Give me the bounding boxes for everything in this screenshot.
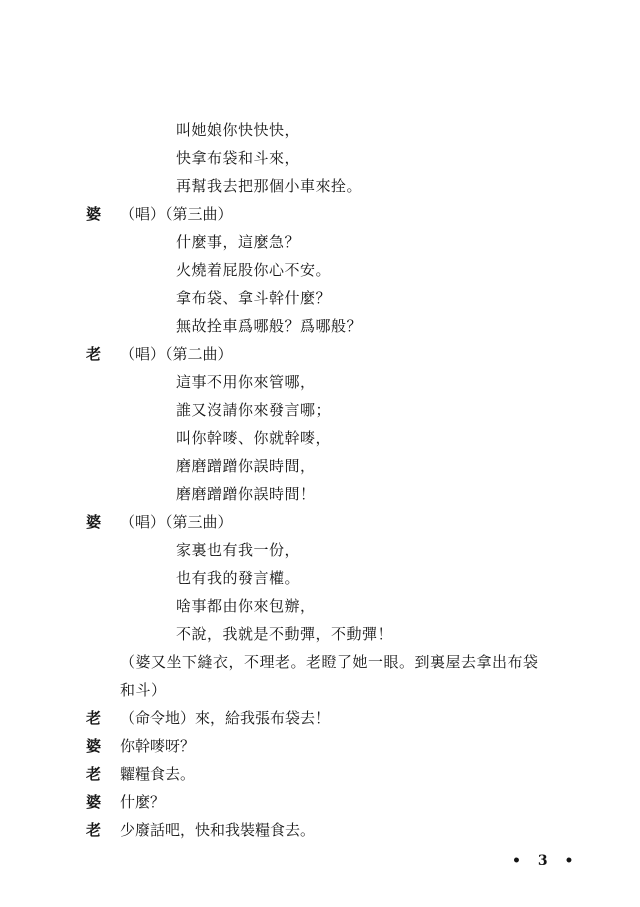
speaker-label: 老 [86,821,102,839]
lyric-line: 磨磨蹭蹭你誤時間， [176,457,316,475]
lyric-line: 火燒着屁股你心不安。 [176,261,332,279]
stage-cue: （唱）（第三曲） [120,205,233,223]
lyric-line: 誰又沒請你來發言哪； [176,401,332,419]
page-number: • 3 • [512,853,580,869]
stage-direction: 和斗） [120,681,167,699]
dialogue-text: 什麼？ [120,793,166,811]
lyric-line: 叫你幹嘜、你就幹嘜， [176,429,332,447]
lyric-line: 磨磨蹭蹭你誤時間！ [176,485,316,503]
dialogue-text: 糶糧食去。 [120,765,196,783]
lyric-line: 這事不用你來管哪， [176,373,316,391]
dialogue-text: （命令地）來，給我張布袋去！ [120,709,331,727]
speaker-label: 婆 [86,737,102,755]
speaker-label: 婆 [86,205,102,223]
lyric-line: 拿布袋、拿斗幹什麼？ [176,289,332,307]
lyric-line: 家裏也有我一份， [176,541,301,559]
lyric-line: 無故拴車爲哪般？爲哪般？ [176,317,363,335]
lyric-line: 不說，我就是不動彈，不動彈！ [176,625,394,643]
dialogue-text: 少廢話吧，快和我裝糧食去。 [120,821,316,839]
lyric-line: 再幫我去把那個小車來拴。 [176,177,363,195]
lyric-line: 什麼事，這麼急？ [176,233,301,251]
speaker-label: 婆 [86,513,102,531]
lyric-line: 叫她娘你快快快， [176,121,301,139]
stage-cue: （唱）（第二曲） [120,345,233,363]
lyric-line: 也有我的發言權。 [176,569,301,587]
lyric-line: 快拿布袋和斗來， [176,149,301,167]
speaker-label: 老 [86,345,102,363]
speaker-label: 婆 [86,793,102,811]
stage-direction: （婆又坐下縫衣，不理老。老瞪了她一眼。到裏屋去拿出布袋 [120,653,539,671]
speaker-label: 老 [86,709,102,727]
lyric-line: 啥事都由你來包辦， [176,597,316,615]
dialogue-text: 你幹嘜呀？ [120,737,196,755]
speaker-label: 老 [86,765,102,783]
stage-cue: （唱）（第三曲） [120,513,233,531]
